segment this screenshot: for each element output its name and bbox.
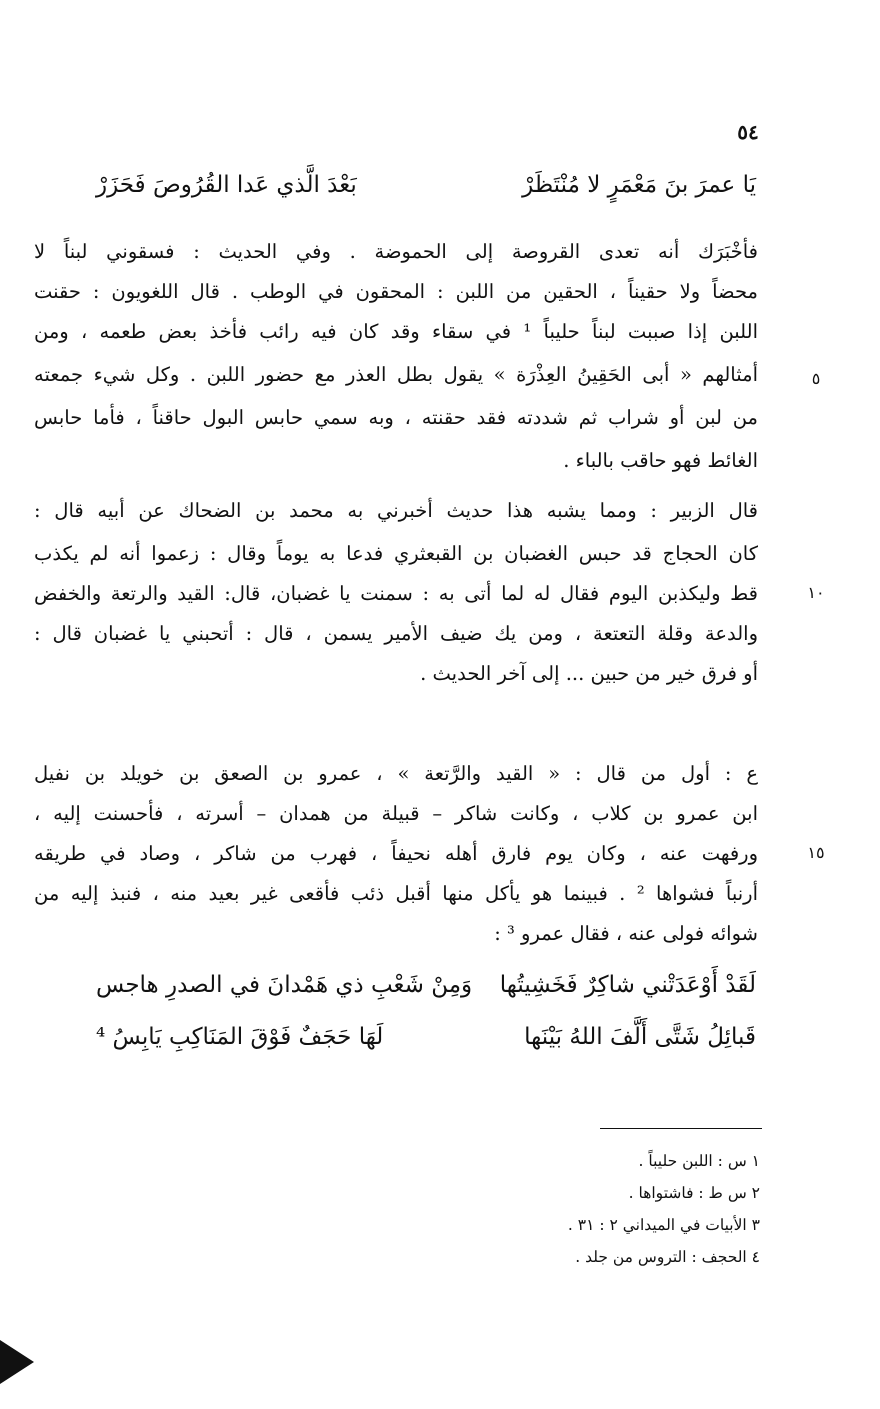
verse-second-hemistich: وَمِنْ شَعْبِ ذي هَمْدانَ في الصدرِ هاجس (96, 972, 473, 998)
paragraph-2-line: كان الحجاج قد حبس الغضبان بن القبعثري فدعا به يوماً وقال : زعموا أنه لم يكذب (34, 542, 758, 565)
footnote: ٤ الحجف : التروس من جلد . (575, 1248, 760, 1266)
footnote: ٢ س ط : فاشتواها . (628, 1184, 760, 1202)
paragraph-1-line: فأخْبَرَك أنه تعدى القروصة إلى الحموضة . وفي الحديث : فسقوني لبناً لا (34, 240, 758, 263)
verse-second-hemistich: لَهَا حَجَفٌ فَوْقَ المَنَاكِبِ يَابِسُ ⁴ (96, 1024, 384, 1050)
verse-second-hemistich: بَعْدَ الَّذي عَدا القُرُوصَ فَحَزَرْ (96, 172, 357, 198)
paragraph-3-line: أرنباً فشواها ² . فبينما هو يأكل منها أقبل ذئب فأقعى غير بعيد منه ، فنبذ إليه من (34, 882, 758, 905)
paragraph-1-line: الغائط فهو حاقب بالباء . (563, 449, 758, 472)
paragraph-1-line: من لبن أو شراب ثم شددته فقد حقنته ، وبه سمي حابس البول حاقناً ، فأما حابس (34, 406, 758, 429)
paragraph-2-line: والدعة وقلة التعتعة ، ومن يك ضيف الأمير يسمن ، قال : أتحبني يا غضبان قال : (34, 622, 758, 645)
page-number: ٥٤ (737, 120, 759, 144)
opening-verse (96, 172, 756, 218)
paragraph-2-line: قط وليكذبن اليوم فقال له لما أتى به : سمنت يا غضبان، قال: القيد والرتعة والخفض (34, 582, 758, 605)
paragraph-3-line: ع : أول من قال : « القيد والرَّتعة » ، عمرو بن الصعق بن خويلد بن نفيل (34, 762, 758, 785)
poem-verse (96, 1024, 756, 1070)
paragraph-3-line: ورفهت عنه ، وكان يوم فارق أهله نحيفاً ، فهرب من شاكر ، وصاد في طريقه (34, 842, 758, 865)
footnote: ٣ الأبيات في الميداني ٢ : ٣١ . (567, 1216, 760, 1234)
page-corner-marker (0, 1340, 34, 1384)
verse-first-hemistich: لَقَدْ أَوْعَدَتْني شاكِرٌ فَخَشِيتُها (499, 972, 756, 998)
margin-line-number: ٥ (811, 369, 821, 388)
verse-first-hemistich: يَا عمرَ بنَ مَعْمَرٍ لا مُنْتَظَرْ (522, 172, 756, 198)
paragraph-1-line: محضاً ولا حقيناً ، الحقين من اللبن : المحقون في الوطب . قال اللغويون : حقنت (34, 280, 758, 303)
poem-verse (96, 972, 756, 1018)
paragraph-1-line: أمثالهم « أبى الحَقِينُ العِذْرَة » يقول بطل العذر مع حضور اللبن . وكل شيء جمعته (34, 363, 758, 386)
margin-line-number: ١٠ (807, 583, 825, 602)
paragraph-2-line: أو فرق خير من حبين ... إلى آخر الحديث . (420, 662, 758, 685)
paragraph-3-line: ابن عمرو بن كلاب ، وكانت شاكر – قبيلة من همدان – أسرته ، فأحسنت إليه ، (34, 802, 758, 825)
margin-line-number: ١٥ (807, 843, 825, 862)
footnote: ١ س : اللبن حليباً . (638, 1152, 760, 1170)
verse-first-hemistich: قَبائِلُ شَتَّى أَلَّفَ اللهُ بَيْنَها (524, 1024, 756, 1050)
footnote-separator (600, 1128, 762, 1129)
paragraph-2-line: قال الزبير : ومما يشبه هذا حديث أخبرني به محمد بن الضحاك عن أبيه قال : (34, 499, 758, 522)
paragraph-1-line: اللبن إذا صببت لبناً حليباً ¹ في سقاء وقد كان فيه رائب فأخذ بعض طعمه ، ومن (34, 320, 758, 343)
paragraph-3-line: شوائه فولى عنه ، فقال عمرو ³ : (494, 922, 758, 945)
